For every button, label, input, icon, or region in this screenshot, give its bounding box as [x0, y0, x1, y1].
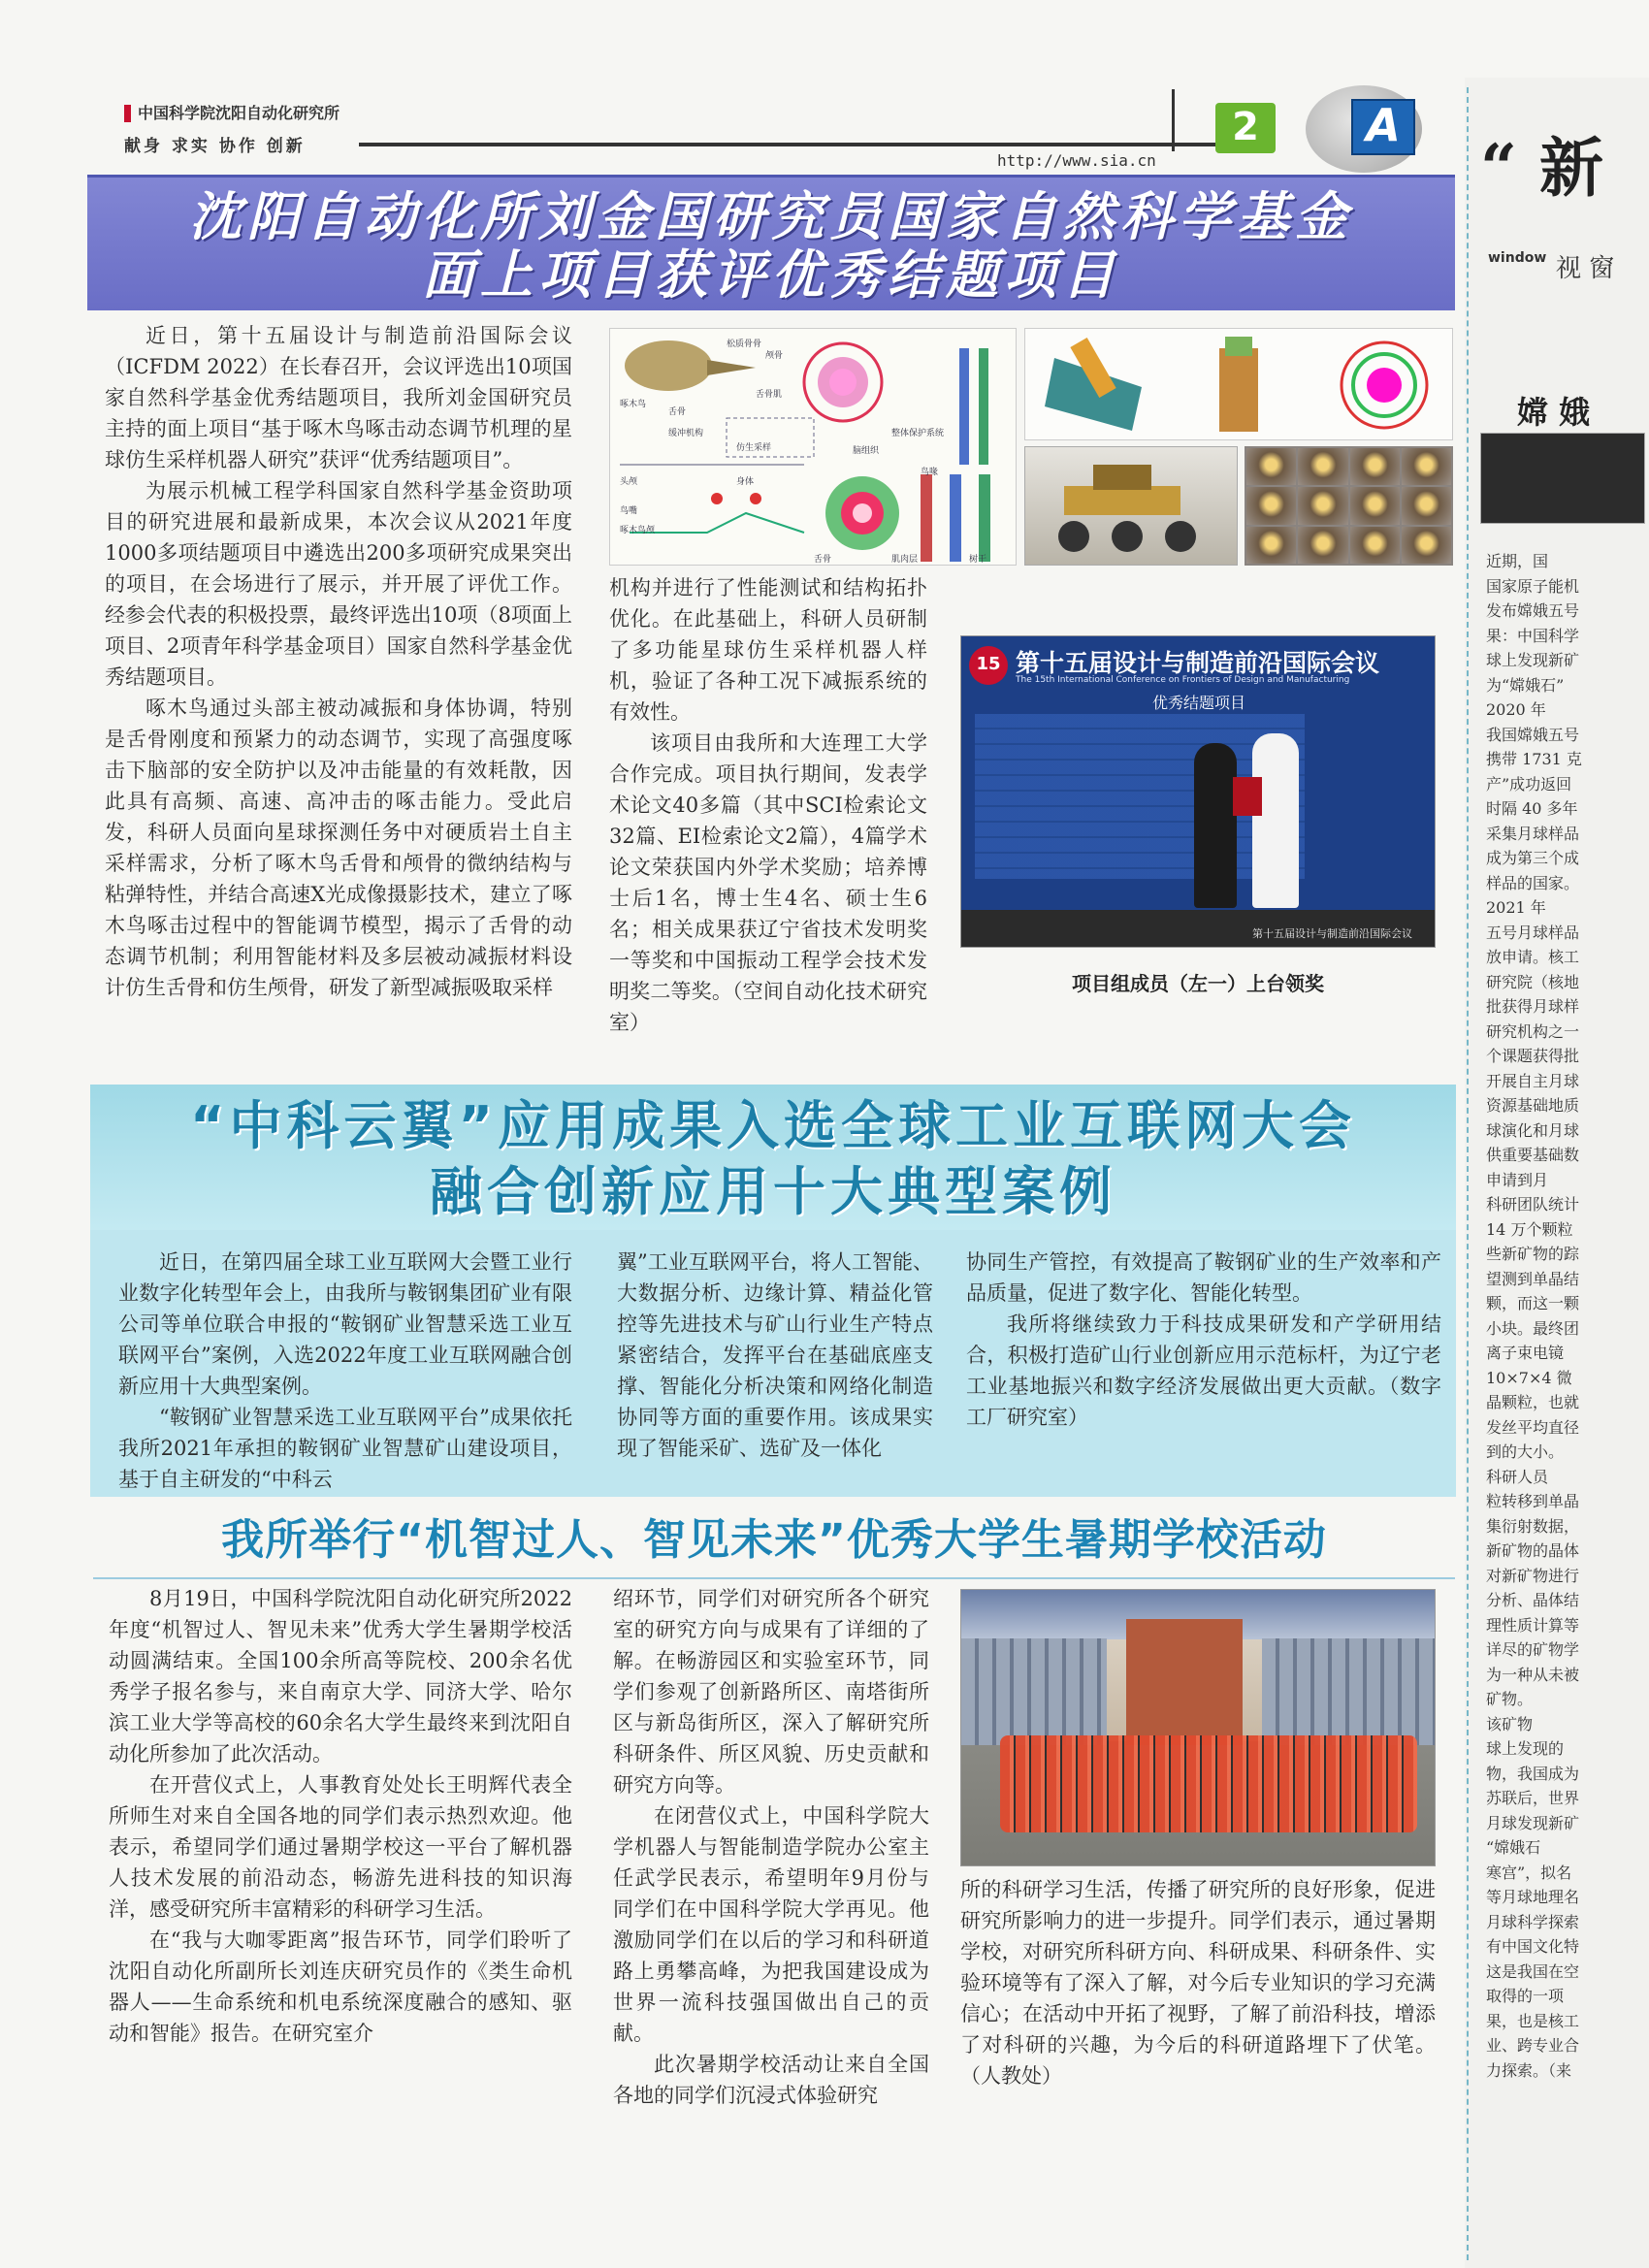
paragraph: 绍环节，同学们对研究所各个研究室的研究方向与成果有了详细的了解。在畅游园区和实验室环节，同学们参观了创新路所区、南塔街所区与新岛街所区，深入了解研究所科研条件、所区风貌、历史贡献和研究方向等。: [613, 1587, 929, 1797]
article3-col3-text: [960, 1874, 1436, 2091]
figure-panel-mechanism: [1024, 328, 1453, 440]
paragraph: 在闭营仪式上，中国科学院大学机器人与智能制造学院办公室主任武学民表示，希望明年9月份与同学们在中国科学院大学再见。他激励同学们在以后的学习和科研道路上勇攀高峰，为把我国建设成为世界一流科技强国做出自己的贡献。: [613, 1804, 929, 2045]
article2-col3-text: [966, 1247, 1441, 1433]
side-text-line: 望测到单晶结: [1486, 1269, 1580, 1288]
article3-col1-text: [109, 1583, 572, 2049]
page-number: 2: [1232, 105, 1259, 149]
side-text-line: 发丝平均直径: [1486, 1417, 1580, 1437]
sia-logo-letter: A: [1366, 99, 1401, 151]
paragraph: 为展示机械工程学科国家自然科学基金资助项目的研究进展和最新成果，本次会议从2021年度1000多项结题项目中遴选出200多项研究成果突出的项目，在会场进行了展示，并开展了评优工作。经参会代表的积极投票，最终评选出10项（8项面上项目、2项青年科学基金项目）国家自然科学基金优秀结题项目。: [105, 479, 572, 689]
side-text-line: 等月球地理名: [1486, 1888, 1580, 1906]
group-building-center: [1126, 1619, 1243, 1745]
article3-title: 我所举行“机智过人、智见未来”优秀大学生暑期学校活动: [221, 1515, 1327, 1565]
article2-col1: [118, 1247, 572, 1495]
sample-thumbnail: [1246, 487, 1296, 524]
figure-label: 啄木鸟: [620, 400, 647, 409]
paragraph: 翼”工业互联网平台，将人工智能、大数据分析、边缘计算、精益化管控等先进技术与矿山行业生产特点紧密结合，发挥平台在基础底座支撑、智能化分析决策和网络化制造协同等方面的重要作用。该成果实现了智能采矿、选矿及一体化: [617, 1250, 933, 1460]
side-text-line: 个课题获得批: [1486, 1047, 1580, 1065]
award-photo: [960, 635, 1436, 948]
paragraph: 机构并进行了性能测试和结构拓扑优化。在此基础上，科研人员研制了多功能星球仿生采样机器人样机，验证了各种工况下减振系统的有效性。: [609, 576, 927, 724]
masthead-url: http://www.sia.cn: [997, 151, 1156, 170]
group-students: [1000, 1735, 1417, 1832]
side-text-line: 晶颗粒，也就: [1486, 1393, 1580, 1411]
side-text-line: 苏联后，世界: [1486, 1789, 1580, 1807]
figure-label: 舌骨肌: [756, 390, 783, 400]
paragraph: 在开营仪式上，人事教育处处长王明辉代表全所师生对来自全国各地的同学们表示热烈欢迎。他表示，希望同学们通过暑期学校这一平台了解机器人技术发展的前沿动态，畅游先进科技的知识海洋，感受研究所丰富精彩的科研学习生活。: [109, 1773, 572, 1921]
side-text-line: 有中国文化特: [1486, 1937, 1580, 1956]
award-photo-caption: 项目组成员（左一）上台领奖: [1072, 972, 1324, 995]
side-text-line: 详尽的矿物学: [1486, 1640, 1580, 1659]
side-text: [1486, 549, 1649, 2083]
masthead-motto: 献身 求实 协作 创新: [124, 137, 306, 156]
masthead-rule: [359, 143, 1261, 146]
group-building-right: [1262, 1638, 1436, 1745]
robot-rover-icon: [1025, 447, 1238, 566]
side-text-line: 研究院（核地: [1486, 972, 1580, 991]
article1-col2-text: [609, 572, 927, 1038]
side-photo: [1480, 433, 1645, 524]
award-screen-en: The 15th International Conference on Frontiers of Design and Manufacturing: [1016, 675, 1350, 685]
award-footer-text: 第十五届设计与制造前沿国际会议: [1252, 927, 1412, 940]
side-window-label: window: [1488, 250, 1547, 266]
side-text-line: 果，也是核工: [1486, 2011, 1580, 2030]
side-text-line: 球上发现新矿: [1486, 651, 1580, 669]
article1-col1-text: [105, 320, 572, 1003]
side-text-line: 科研团队统计: [1486, 1195, 1580, 1214]
article1-col1: [105, 320, 572, 1003]
side-text-line: 成为第三个成: [1486, 849, 1580, 867]
figure-label: 松质骨骨: [727, 340, 762, 349]
paragraph: 我所将继续致力于科技成果研发和产学研用结合，积极打造矿山行业创新应用示范标杆，为辽宁老工业基地振兴和数字经济发展做出更大贡献。（数字工厂研究室）: [966, 1312, 1441, 1429]
paragraph: 近日，第十五届设计与制造前沿国际会议（ICFDM 2022）在长春召开，会议评选出10项国家自然科学基金优秀结题项目，我所刘金国研究员主持的面上项目“基于啄木鸟啄击动态调节机理的星球仿生采样机器人研究”获评“优秀结题项目”。: [105, 324, 572, 471]
sample-thumbnail: [1350, 448, 1400, 485]
award-screen-sub: 优秀结题项目: [1151, 694, 1245, 712]
masthead: [85, 85, 1453, 173]
side-border: [1467, 87, 1469, 2260]
sample-thumbnail: [1298, 448, 1347, 485]
side-text-line: 五号月球样品: [1486, 923, 1580, 942]
article1-figure: [609, 328, 1453, 566]
side-text-line: 理性质计算等: [1486, 1615, 1580, 1635]
side-text-line: 发布嫦娥五号: [1486, 601, 1580, 620]
side-text-line: 到的大小。: [1486, 1442, 1565, 1461]
paragraph: 8月19日，中国科学院沈阳自动化研究所2022年度“机智过人、智见未来”优秀大学生暑期学校活动圆满结束。全国100余所高等院校、200余名优秀学子报名参与，来自南京大学、同济大学、哈尔滨工业大学等高校的60余名大学生最终来到沈阳自动化所参加了此次活动。: [109, 1587, 572, 1766]
side-text-line: 对新矿物进行: [1486, 1566, 1580, 1585]
side-text-line: 产”成功返回: [1486, 774, 1572, 794]
side-text-line: 分析、晶体结: [1486, 1591, 1580, 1609]
article2-col2: [617, 1247, 933, 1464]
figure-panel-skull: [609, 328, 1017, 566]
side-text-line: 10×7×4 微: [1486, 1368, 1572, 1387]
award-logo-text: 15: [976, 654, 1001, 674]
side-text-line: 这是我国在空: [1486, 1961, 1580, 1981]
side-sub: 视 窗: [1556, 254, 1615, 283]
paragraph: 近日，在第四届全球工业互联网大会暨工业行业数字化转型年会上，由我所与鞍钢集团矿业有限公司等单位联合申报的“鞍钢矿业智慧采选工业互联网平台”案例，入选2022年度工业互联网融合创新应用十大典型案例。: [118, 1250, 572, 1398]
side-text-line: 果：中国科学: [1486, 626, 1580, 645]
article2-col1-text: [118, 1247, 572, 1495]
side-text-line: 月球发现新矿: [1486, 1813, 1580, 1832]
figure-label: 整体保护系统: [891, 429, 945, 438]
figure-label: 啄木鸟颅: [620, 526, 656, 535]
article3-title-rule: [93, 1577, 1455, 1579]
figure-label: 头颅: [620, 477, 638, 487]
paragraph: 此次暑期学校活动让来自全国各地的同学们沉浸式体验研究: [613, 2053, 929, 2107]
figure-label: 鸟喙: [921, 468, 939, 477]
sample-thumbnail: [1298, 487, 1347, 524]
side-text-line: “嫦娥石: [1486, 1838, 1541, 1857]
side-text-line: 集衍射数据，: [1486, 1516, 1580, 1536]
side-text-line: 批获得月球样: [1486, 997, 1580, 1016]
skull-diagram: [610, 329, 1018, 567]
article1-col2: [609, 572, 927, 1038]
side-text-line: 些新矿物的踪: [1486, 1245, 1580, 1263]
award-screen-title: 第十五届设计与制造前沿国际会议: [1016, 649, 1380, 677]
side-text-line: 为“嫦娥石”: [1486, 675, 1565, 695]
article2-title-line2: 融合创新应用十大典型案例: [430, 1161, 1116, 1222]
side-text-line: 供重要基础数: [1486, 1146, 1580, 1164]
article3-col2: [613, 1583, 929, 2111]
side-text-line: 科研人员: [1486, 1467, 1549, 1486]
paragraph: 啄木鸟通过头部主被动减振和身体协调，特别是舌骨刚度和预紧力的动态调节，实现了高强度啄击下脑部的安全防护以及冲击能量的有效耗散，因此具有高频、高速、高冲击的啄击能力。受此启发，科研人员面向星球探测任务中对硬质岩土自主采样需求，分析了啄木鸟舌骨和颅骨的微纳结构与粘弹特性，并结合高速X光成像摄影技术，建立了啄木鸟啄击过程中的智能调节模型，揭示了舌骨的动态调节机制；利用智能材料及多层被动减振材料设计仿生舌骨和仿生颅骨，研发了新型减振吸取采样: [105, 697, 572, 999]
article1-title-line1: 沈阳自动化所刘金国研究员国家自然科学基金: [189, 186, 1353, 247]
side-text-line: 国家原子能机: [1486, 576, 1580, 596]
figure-label: 舌骨: [814, 555, 832, 565]
side-text-line: 月球科学探索: [1486, 1912, 1580, 1931]
side-heading: 嫦 娥: [1517, 394, 1591, 431]
figure-label: 鸟嘴: [620, 506, 638, 516]
article2-title-line1: “中科云翼”应用成果入选全球工业互联网大会: [190, 1095, 1356, 1156]
article3-col1: [109, 1583, 572, 2049]
article2-col2-text: [617, 1247, 933, 1464]
side-strip: [1465, 78, 1649, 2268]
sample-thumbnail: [1246, 527, 1296, 564]
figure-label: 树干: [969, 555, 987, 565]
side-text-line: 离子束电镜: [1486, 1344, 1565, 1362]
side-text-line: 申请到月: [1486, 1170, 1549, 1189]
sample-thumbnail: [1350, 487, 1400, 524]
side-text-line: 采集月球样品: [1486, 824, 1580, 843]
award-certificate: [1233, 777, 1262, 816]
figure-label: 仿生采样: [736, 443, 772, 453]
masthead-divider: [1172, 89, 1175, 151]
sample-thumbnail: [1402, 527, 1451, 564]
side-text-line: 球演化和月球: [1486, 1120, 1580, 1140]
side-text-line: 我国嫦娥五号: [1486, 725, 1580, 744]
figure-label: 舌骨: [668, 407, 687, 417]
side-text-line: 粒转移到单晶: [1486, 1492, 1580, 1510]
sample-thumbnail: [1246, 448, 1296, 485]
paragraph: “鞍钢矿业智慧采选工业互联网平台”成果依托我所2021年承担的鞍钢矿业智慧矿山建设项目，基于自主研发的“中科云: [118, 1406, 572, 1491]
side-text-line: 业、跨专业合: [1486, 2036, 1580, 2055]
side-text-line: 新矿物的晶体: [1486, 1541, 1580, 1560]
masthead-org: 中国科学院沈阳自动化研究所: [138, 104, 340, 122]
side-text-line: 颗，而这一颗: [1486, 1294, 1580, 1312]
article1-title-line2: 面上项目获评优秀结题项目: [422, 244, 1120, 306]
side-text-line: 取得的一项: [1486, 1987, 1565, 2005]
sample-thumbnail: [1402, 448, 1451, 485]
mechanism-diagram: [1025, 329, 1454, 441]
side-text-line: 2021 年: [1486, 898, 1546, 917]
group-building-left: [961, 1638, 1107, 1745]
sample-thumbnail: [1350, 527, 1400, 564]
side-text-line: 开展自主月球: [1486, 1071, 1580, 1090]
paragraph: 在“我与大咖零距离”报告环节，同学们聆听了沈阳自动化所副所长刘连庆研究员作的《类生命机器人——生命系统和机电系统深度融合的感知、驱动和智能》报告。在研究室介: [109, 1928, 572, 2045]
figure-label: 身体: [736, 477, 755, 487]
masthead-red-mark: [124, 105, 131, 122]
robot-prototype-photo: [1024, 446, 1238, 566]
side-title: “ 新: [1480, 130, 1603, 206]
side-text-line: 球上发现的: [1486, 1739, 1565, 1758]
figure-label: 肌肉层: [891, 555, 919, 565]
hyoid-sample-grid: [1245, 446, 1453, 566]
side-text-line: 携带 1731 克: [1486, 750, 1582, 768]
article2-col3: [966, 1247, 1441, 1433]
side-text-line: 为一种从未被: [1486, 1665, 1580, 1684]
side-text-line: 样品的国家。: [1486, 873, 1580, 892]
side-text-line: 矿物。: [1486, 1690, 1534, 1708]
side-text-line: 14 万个颗粒: [1486, 1219, 1573, 1239]
side-text-line: 力探索。（来: [1486, 2060, 1572, 2080]
side-text-line: 研究机构之一: [1486, 1021, 1580, 1041]
sample-thumbnail: [1402, 487, 1451, 524]
side-text-line: 小块。最终团: [1486, 1318, 1580, 1338]
award-person-right: [1252, 733, 1299, 908]
group-photo: [960, 1589, 1436, 1866]
sample-thumbnail: [1298, 527, 1347, 564]
side-text-line: 物，我国成为: [1486, 1764, 1580, 1783]
award-person-left: [1194, 743, 1237, 908]
side-text-line: 该矿物: [1486, 1714, 1534, 1733]
paragraph: 所的科研学习生活，传播了研究所的良好形象，促进研究所影响力的进一步提升。同学们表示，通过暑期学校，对研究所科研方向、科研成果、科研条件、实验环境等有了深入了解，对今后专业知识的学习充满信心；在活动中开拓了视野，了解了前沿科技，增添了对科研的兴趣，为今后的科研道路埋下了伏笔。（人教处）: [960, 1878, 1436, 2088]
article3-col3: [960, 1874, 1436, 2091]
side-text-line: 近期，国: [1486, 552, 1549, 570]
side-text-line: 寒宫”，拟名: [1486, 1863, 1572, 1882]
side-text-line: 时隔 40 多年: [1486, 799, 1578, 818]
side-text-line: 2020 年: [1486, 700, 1546, 719]
side-text-line: 资源基础地质: [1486, 1096, 1580, 1115]
figure-label: 脑组织: [853, 446, 880, 456]
article3-col2-text: [613, 1583, 929, 2111]
paragraph: 该项目由我所和大连理工大学合作完成。项目执行期间，发表学术论文40多篇（其中SCI检索论文32篇、EI检索论文2篇），4篇学术论文荣获国内外学术奖励；培养博士后1名，博士生4名、硕士生6名；相关成果获辽宁省技术发明奖一等奖和中国振动工程学会技术发明奖二等奖。（空间自动化技术研究室）: [609, 731, 927, 1034]
figure-label: 缓冲机构: [668, 429, 704, 438]
figure-label: 颅骨: [765, 351, 784, 361]
paragraph: 协同生产管控，有效提高了鞍钢矿业的生产效率和产品质量，促进了数字化、智能化转型。: [966, 1250, 1441, 1305]
side-text-line: 放申请。核工: [1486, 948, 1580, 966]
